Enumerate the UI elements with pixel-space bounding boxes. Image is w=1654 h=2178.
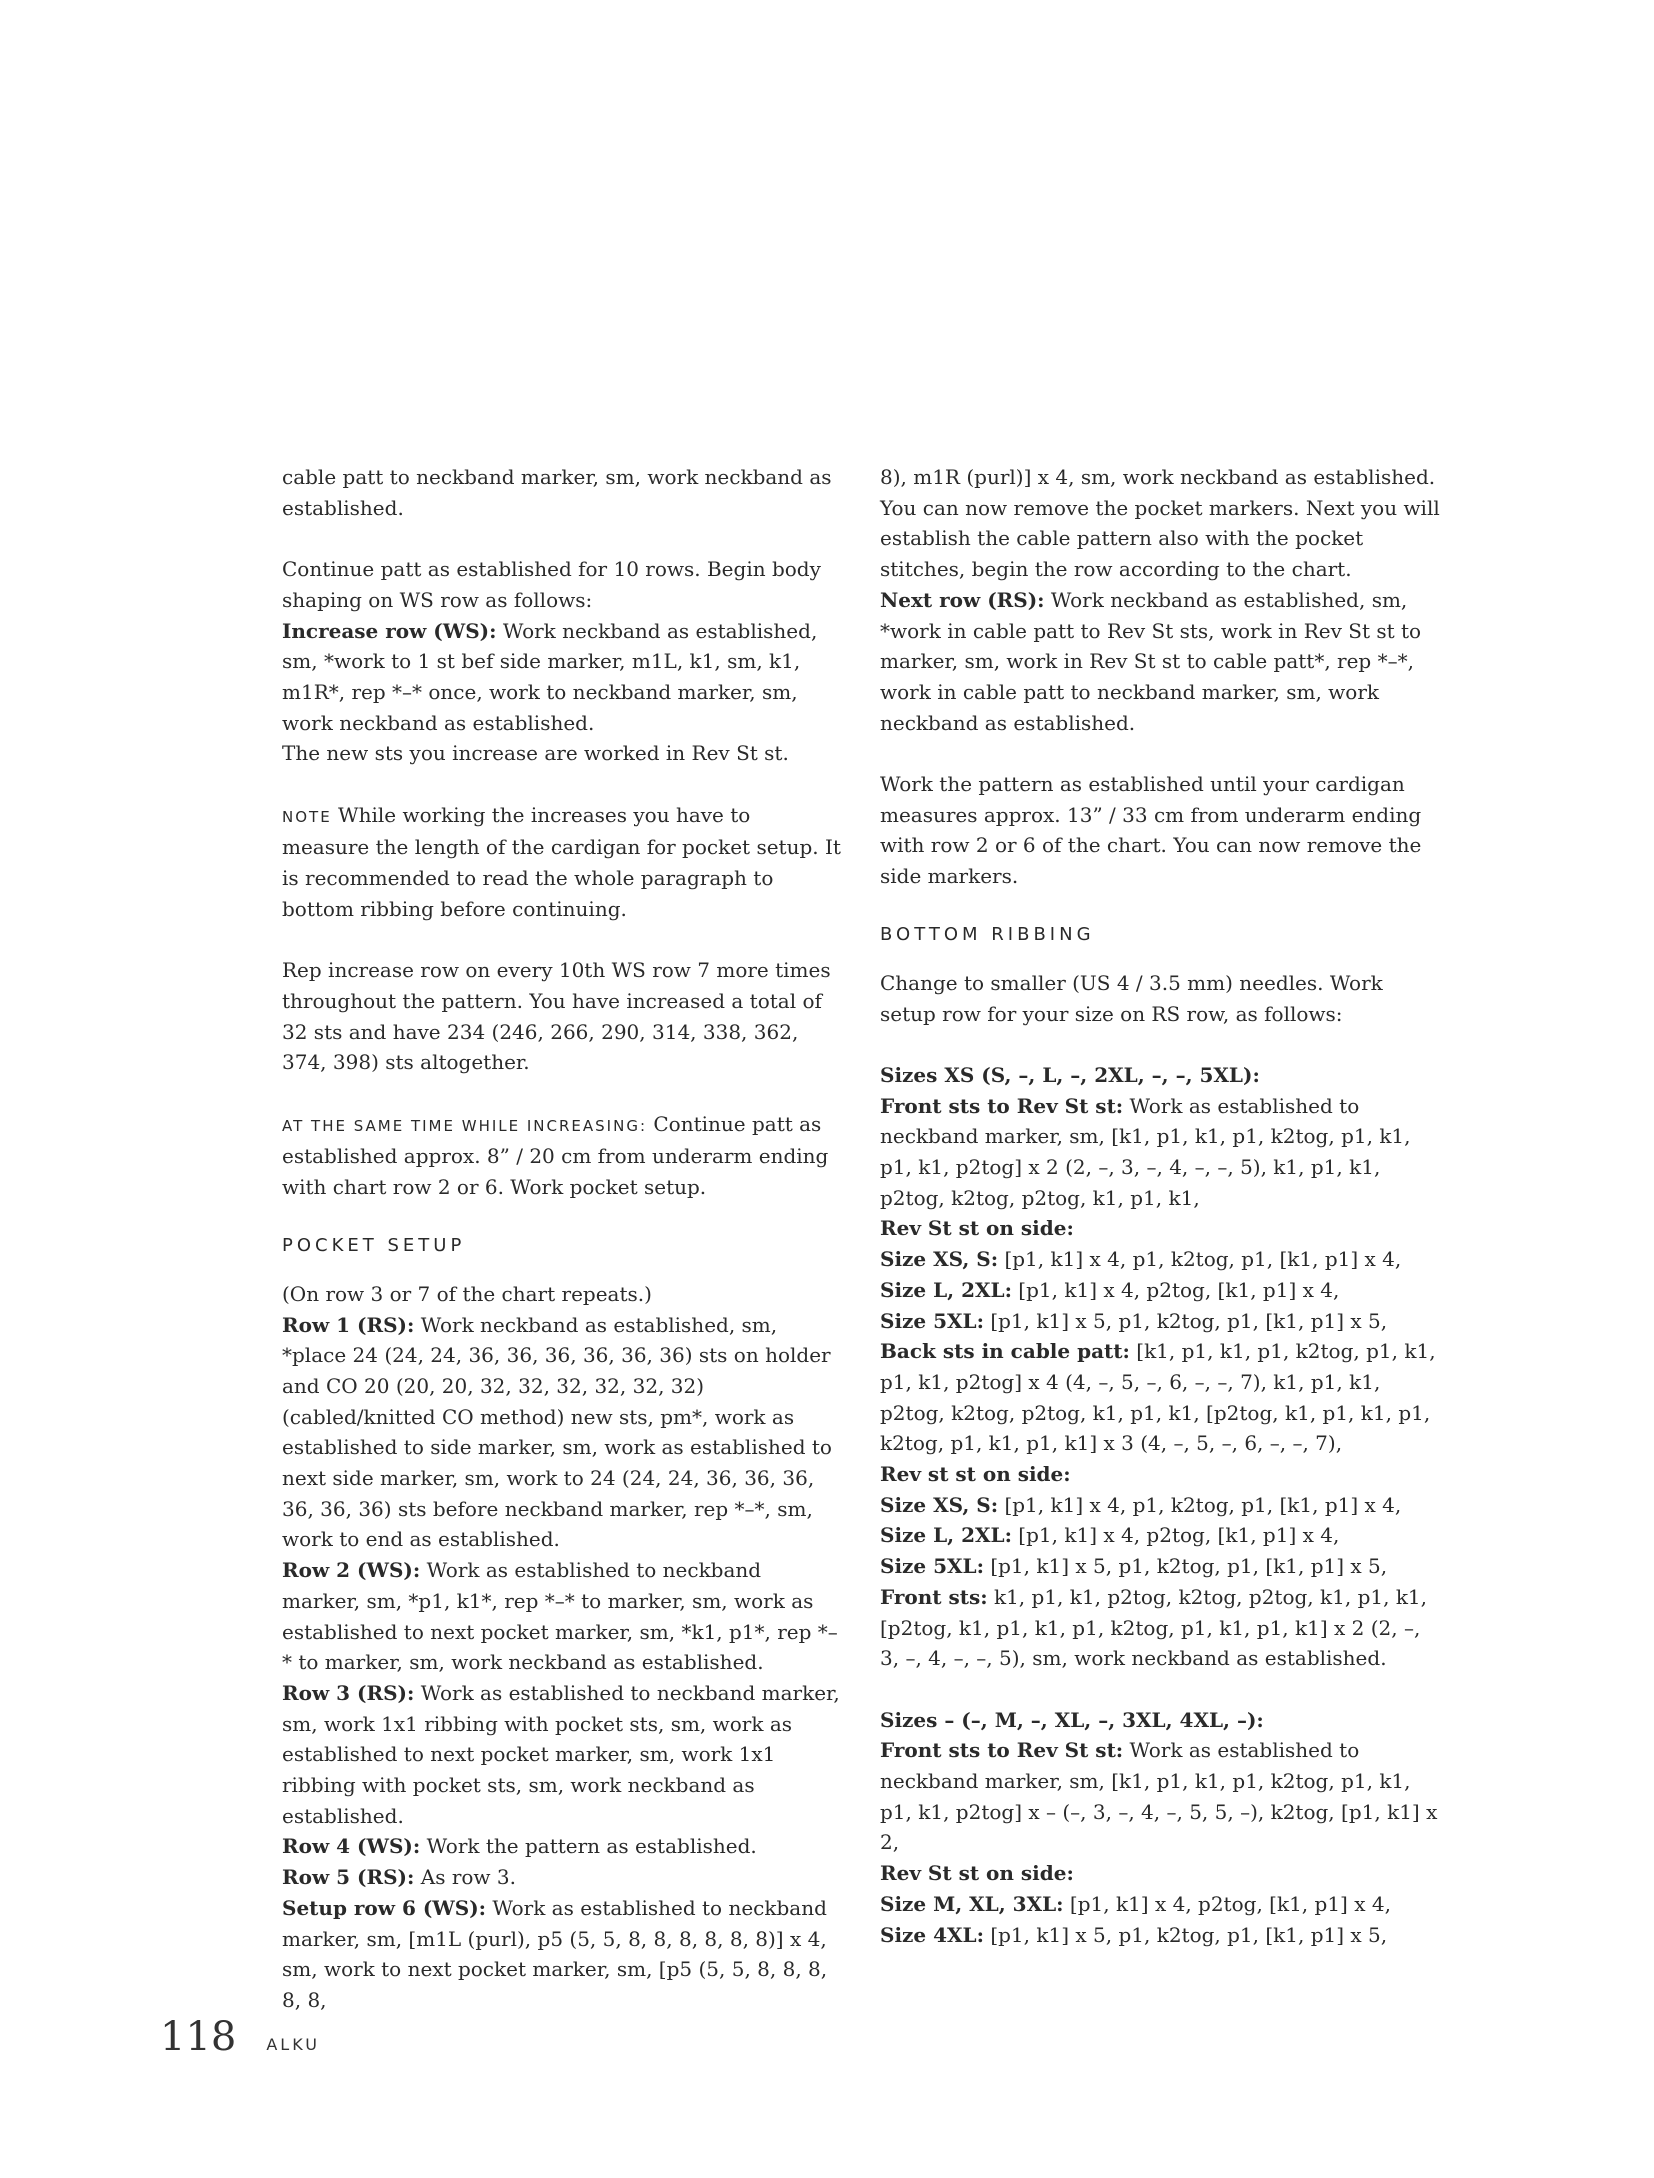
size-label: Size 5XL: <box>880 1554 984 1579</box>
paragraph: The new sts you increase are worked in Rev St st. <box>282 741 789 766</box>
size-text: [p1, k1] x 5, p1, k2tog, p1, [k1, p1] x 5, <box>983 1308 1388 1333</box>
size-line <box>880 1920 1440 1951</box>
sizes-heading-a: Sizes XS (S, –, L, –, 2XL, –, –, 5XL): <box>880 1062 1260 1087</box>
instruction-label: Front sts: <box>880 1584 988 1609</box>
size-label: Size L, 2XL: <box>880 1277 1012 1302</box>
instruction-text: Work as established to neckband marker, sm, *p1, k1*, rep *–* to marker, sm, work as established to next pocket marker, sm, *k1, p1*, rep *–* to marker, sm, work neckband as established. <box>282 1558 838 1675</box>
instruction-front-sts <box>880 1091 1440 1214</box>
instruction-label: Row 2 (WS): <box>282 1558 421 1583</box>
note <box>282 800 842 925</box>
note-label: NOTE <box>282 807 332 826</box>
instruction-front-sts-2 <box>880 1582 1440 1674</box>
instruction-label: Row 4 (WS): <box>282 1834 421 1859</box>
instruction-label: Row 5 (RS): <box>282 1865 415 1890</box>
paragraph: cable patt to neckband marker, sm, work neckband as established. <box>282 465 832 520</box>
instruction-text: Work as established to neckband marker, sm, [m1L (purl), p5 (5, 5, 8, 8, 8, 8, 8, 8)] x 4, sm, work to next pocket marker, sm, [p5 (5, 5, 8, 8, 8, 8, 8, <box>282 1895 828 2012</box>
instruction-row-4 <box>282 1831 842 1862</box>
size-line <box>880 1889 1440 1920</box>
size-label: Size XS, S: <box>880 1247 999 1272</box>
size-line <box>880 1551 1440 1582</box>
left-column <box>282 462 842 2016</box>
paragraph: (On row 3 or 7 of the chart repeats.) <box>282 1281 652 1306</box>
size-line <box>880 1490 1440 1521</box>
instruction-label: Row 3 (RS): <box>282 1680 415 1705</box>
instruction-text: Work as established to neckband marker, sm, [k1, p1, k1, p1, k2tog, p1, k1, p1, k1, p2tog] x 2 (2, –, 3, –, 4, –, –, 5), k1, p1, k1, p2tog, k2tog, p2tog, k1, p1, k1, <box>880 1093 1411 1210</box>
page-number: 118 <box>160 2014 237 2060</box>
instruction-row-3 <box>282 1678 842 1832</box>
instruction-text: Work neckband as established, sm, *work to 1 st bef side marker, m1L, k1, sm, k1, m1R*, rep *–* once, work to neckband marker, sm, work neckband as established. <box>282 618 818 735</box>
size-line <box>880 1520 1440 1551</box>
same-time-label: AT THE SAME TIME WHILE INCREASING: <box>282 1116 647 1135</box>
instruction-front-sts <box>880 1735 1440 1858</box>
paragraph: Change to smaller (US 4 / 3.5 mm) needles. Work setup row for your size on RS row, as follows: <box>880 970 1383 1026</box>
instruction-text: Work neckband as established, sm, *work in cable patt to Rev St sts, work in Rev St st to marker, sm, work in Rev St st to cable patt*, rep *–*, work in cable patt to neckband marker, sm, work neckband as established. <box>880 587 1422 735</box>
size-label: Size 4XL: <box>880 1922 984 1947</box>
instruction-text: As row 3. <box>414 1865 516 1890</box>
size-text: [p1, k1] x 4, p1, k2tog, p1, [k1, p1] x 4, <box>998 1247 1402 1272</box>
size-text: [p1, k1] x 5, p1, k2tog, p1, [k1, p1] x 5, <box>983 1922 1388 1947</box>
instruction-label: Front sts to Rev St st: <box>880 1738 1124 1763</box>
size-text: [p1, k1] x 4, p1, k2tog, p1, [k1, p1] x 4, <box>998 1492 1402 1517</box>
size-text: [p1, k1] x 4, p2tog, [k1, p1] x 4, <box>1011 1277 1340 1302</box>
instruction-text: Work as established to neckband marker, sm, [k1, p1, k1, p1, k2tog, p1, k1, p1, k1, p2tog] x – (–, 3, –, 4, –, 5, 5, –), k2tog, [p1, k1] x 2, <box>880 1738 1438 1855</box>
size-line <box>880 1244 1440 1275</box>
instruction-label: Next row (RS): <box>880 587 1045 612</box>
sizes-heading-b: Sizes – (–, M, –, XL, –, 3XL, 4XL, –): <box>880 1707 1264 1732</box>
instruction-text: Work the pattern as established. <box>420 1834 757 1859</box>
page-footer <box>160 2014 320 2060</box>
same-time-text: Continue patt as established approx. 8” / 20 cm from underarm ending with chart row 2 or 6. Work pocket setup. <box>282 1111 829 1200</box>
section-heading-pocket-setup: POCKET SETUP <box>282 1234 466 1256</box>
size-line <box>880 1306 1440 1337</box>
instruction-label: Back sts in cable patt: <box>880 1339 1130 1364</box>
size-text: [p1, k1] x 5, p1, k2tog, p1, [k1, p1] x 5, <box>983 1554 1388 1579</box>
size-line <box>880 1275 1440 1306</box>
size-text: [p1, k1] x 4, p2tog, [k1, p1] x 4, <box>1063 1891 1391 1916</box>
size-label: Size XS, S: <box>880 1492 999 1517</box>
instruction-row-2 <box>282 1555 842 1678</box>
sub-heading-rev-st: Rev st st on side: <box>880 1462 1071 1487</box>
size-label: Size M, XL, 3XL: <box>880 1891 1064 1916</box>
instruction-label: Increase row (WS): <box>282 618 497 643</box>
instruction-back-sts <box>880 1336 1440 1459</box>
same-time-note <box>282 1109 842 1203</box>
instruction-text: Work as established to neckband marker, sm, work 1x1 ribbing with pocket sts, sm, work as established to next pocket marker, sm, work 1x1 ribbing with pocket sts, sm, work neckband as established. <box>282 1680 840 1828</box>
instruction-row-6 <box>282 1893 842 2016</box>
instruction-row-5 <box>282 1862 842 1893</box>
paragraph: Continue patt as established for 10 rows. Begin body shaping on WS row as follows: <box>282 557 821 612</box>
instruction-text: [k1, p1, k1, p1, k2tog, p1, k1, p1, k1, p2tog] x 4 (4, –, 5, –, 6, –, –, 7), k1, p1, k1, p2tog, k2tog, p2tog, k1, p1, k1, [p2tog, k1, p1, k1, p1, k2tog, p1, k1, p1, k1] x 3 (4, –, 5, –, 6, –, –, 7), <box>880 1339 1436 1456</box>
instruction-label: Setup row 6 (WS): <box>282 1895 487 1920</box>
sub-heading-rev-st: Rev St st on side: <box>880 1216 1074 1241</box>
size-text: [p1, k1] x 4, p2tog, [k1, p1] x 4, <box>1011 1523 1340 1548</box>
book-title: ALKU <box>266 2035 320 2054</box>
note-text: While working the increases you have to measure the length of the cardigan for pocket setup. It is recommended to read the whole paragraph to bottom ribbing before continuing. <box>282 802 841 921</box>
instruction-next-row <box>880 585 1440 739</box>
right-column <box>880 462 1440 1950</box>
paragraph: Work the pattern as established until your cardigan measures approx. 13” / 33 cm from underarm ending with row 2 or 6 of the chart. You can now remove the side markers. <box>880 772 1422 889</box>
instruction-row-1 <box>282 1310 842 1556</box>
instruction-label: Front sts to Rev St st: <box>880 1093 1124 1118</box>
paragraph: 8), m1R (purl)] x 4, sm, work neckband as established. You can now remove the pocket markers. Next you will establish the cable pattern also with the pocket stitches, begin the row according to the chart. <box>880 465 1440 582</box>
sub-heading-rev-st: Rev St st on side: <box>880 1861 1074 1886</box>
section-heading-bottom-ribbing: BOTTOM RIBBING <box>880 923 1095 945</box>
instruction-text: k1, p1, k1, p2tog, k2tog, p2tog, k1, p1, k1, [p2tog, k1, p1, k1, p1, k2tog, p1, k1, p1, k1] x 2 (2, –, 3, –, 4, –, –, 5), sm, work neckband as established. <box>880 1584 1428 1671</box>
instruction-label: Row 1 (RS): <box>282 1312 415 1337</box>
instruction-text: Work neckband as established, sm, *place 24 (24, 24, 36, 36, 36, 36, 36, 36) sts on holder and CO 20 (20, 20, 32, 32, 32, 32, 32, 32) (cabled/knitted CO method) new sts, pm*, work as established to side marker, sm, work as established to next side marker, sm, work to 24 (24, 24, 36, 36, 36, 36, 36, 36) sts before neckband marker, rep *–*, sm, work to end as established. <box>282 1312 832 1552</box>
instruction-increase-row <box>282 616 842 739</box>
paragraph: Rep increase row on every 10th WS row 7 more times throughout the pattern. You have increased a total of 32 sts and have 234 (246, 266, 290, 314, 338, 362, 374, 398) sts altogether. <box>282 958 831 1075</box>
size-label: Size L, 2XL: <box>880 1523 1012 1548</box>
size-label: Size 5XL: <box>880 1308 984 1333</box>
